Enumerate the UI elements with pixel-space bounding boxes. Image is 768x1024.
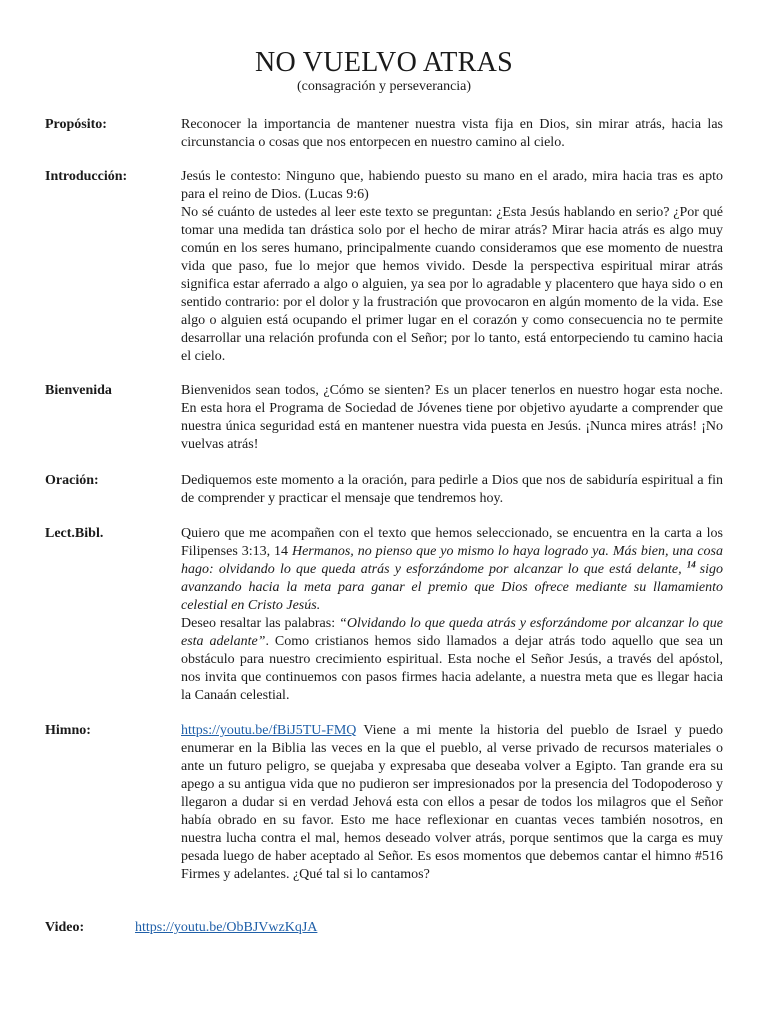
himno-text: Viene a mi mente la historia del pueblo de Israel y puedo enumerar en la Biblia las veces en la que el pueblo, al verse privado de recursos materiales o ante un futuro peligro, se quejaba y expresaba que deseaba volver a Egipto. Tan grande era su apego a su antigua vida que no pudieron ser impresionados por la presencia del Todopoderoso y llegaron a dudar si en verdad Jehová esta con ellos a pesar de todos los milagros que el Señor había obrado en su favor. Esto me hace reflexionar en cuantas veces también nosotros, en nuestra lucha contra el mal, hemos deseado volver atrás, porque sentimos que la carga es muy pesada luego de haber aceptado al Señor. Es esos momentos que debemos cantar el himno #516 Firmes y adelantes. ¿Qué tal si lo cantamos? [181,723,723,882]
section-body [181,116,723,152]
document-title: NO VUELVO ATRAS [254,47,514,78]
section-lectura [45,525,723,705]
section-body [181,525,723,705]
section-label: Lect.Bibl. [45,526,104,541]
introduccion-paragraph: Jesús le contesto: Ninguno que, habiendo puesto su mano en el arado, mira hacia tras es apto para el reino de Dios. (Lucas 9:6) [181,169,723,202]
section-oracion [45,472,723,508]
section-body [181,722,723,884]
section-body [181,168,723,366]
emphasis-rest: . Como cristianos hemos sido llamados a dejar atrás todo aquello que sea un obstáculo para nuestro crecimiento espiritual. Esta noche el Señor Jesús, a través del apóstol, nos invita que continuemos con pasos firmes hacia adelante, a nuestra meta que es llegar hacia la Canaán celestial. [181,634,724,703]
section-introduccion [45,168,723,366]
video-link[interactable]: https://youtu.be/ObBJVwzKqJA [135,920,318,935]
introduccion-paragraph: No sé cuánto de ustedes al leer este texto se preguntan: ¿Esta Jesús hablando en serio? ¿Por qué tomar una medida tan drástica solo por el hecho de mirar atrás? Mirar hacia atrás es algo muy común en los seres humano, principalmente cuando consideramos que ese momento de nuestra vida que paso, fue lo mejor que hemos vivido. Desde la perspectiva espiritual mirar atrás significa estar aferrado a algo o alguien, ya sea por lo agradable y placentero que haya sido o en sentido contrario: por el dolor y la frustración que provocaron en algún momento de la vida. Ese algo o alguien está ocupando el primer lugar en el corazón y como consecuencia no te permite desarrollar una relación profunda con el Señor; por lo tanto, está entorpeciendo tu camino hacia el cielo. [181,205,723,364]
bible-verse: sigo avanzando hacia la meta para ganar el premio que Dios ofrece mediante su llamamiento celestial en Cristo Jesús. [181,562,723,613]
section-label: Bienvenida [45,383,112,398]
section-proposito [45,116,723,152]
section-bienvenida [45,382,723,454]
lectura-paragraph [181,615,723,705]
himno-paragraph [181,722,723,884]
bible-verse: Hermanos, no pienso que yo mismo lo haya logrado ya. Más bien, una cosa hago: olvidando lo que queda atrás y esforzándome por alcanzar lo que está delante, [181,544,723,577]
section-label: Propósito: [45,117,107,132]
section-label: Himno: [45,723,91,738]
oracion-text: Dediquemos este momento a la oración, para pedirle a Dios que nos de sabiduría espiritual a fin de comprender y practicar el mensaje que tendremos hoy. [181,473,723,506]
section-body [181,472,723,508]
section-body [181,382,723,454]
proposito-text: Reconocer la importancia de mantener nuestra vista fija en Dios, sin mirar atrás, hacia las circunstancia o cosas que nos entorpecen en nuestro camino al cielo. [181,117,723,150]
section-label: Video: [45,920,85,935]
document-subtitle: (consagración y perseverancia) [296,79,472,94]
verse-number: 14 [686,559,700,570]
lectura-paragraph [181,525,723,615]
section-himno [45,722,723,884]
emphasis-quote: “Olvidando lo que queda atrás y esforzándome por alcanzar lo que esta adelante” [181,616,724,649]
section-label: Introducción: [45,169,128,184]
emphasis-intro: Deseo resaltar las palabras: [181,616,340,631]
bienvenida-text: Bienvenidos sean todos, ¿Cómo se sienten? Es un placer tenerlos en nuestro hogar esta noche. En esta hora el Programa de Sociedad de Jóvenes tiene por objetivo ayudarte a comprender que nuestra única seguridad está en mantener nuestra vida puesta en Jesús. ¡Nunca mires atrás! ¡No vuelvas atrás! [181,383,723,452]
lectura-intro: Quiero que me acompañen con el texto que hemos seleccionado, se encuentra en la carta a los Filipenses 3:13, 14 [181,526,723,559]
section-label: Oración: [45,473,99,488]
himno-link[interactable]: https://youtu.be/fBiJ5TU-FMQ [181,723,357,738]
